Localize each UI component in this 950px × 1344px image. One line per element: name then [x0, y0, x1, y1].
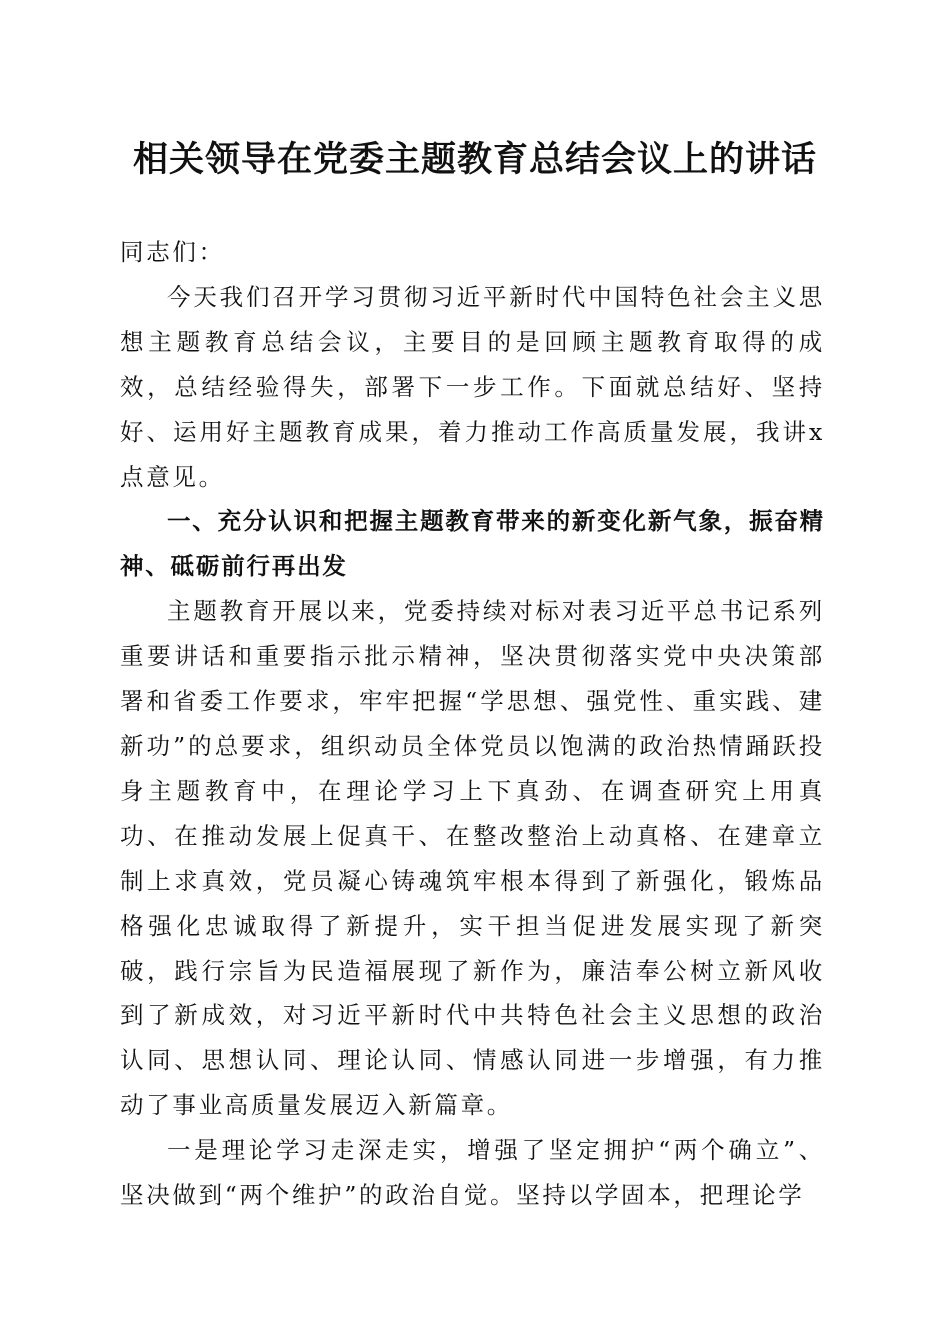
- document-title: 相关领导在党委主题教育总结会议上的讲话: [132, 139, 817, 180]
- paragraph-intro: 今天我们召开学习贯彻习近平新时代中国特色社会主义思想主题教育总结会议，主要目的是回顾主题教育取得的成效，总结经验得失，部署下一步工作。下面就总结好、坚持好、运用好主题教育成果，着力推动工作高质量发展，我讲x点意见。: [120, 282, 825, 491]
- paragraph-point-1: 一是理论学习走深走实，增强了坚定拥护“两个确立”、坚决做到“两个维护”的政治自觉。坚持以学固本，把理论学: [120, 1136, 825, 1210]
- section-heading-1: 一、充分认识和把握主题教育带来的新变化新气象，振奋精神、砥砺前行再出发: [120, 507, 825, 581]
- salutation: 同志们：: [120, 238, 225, 266]
- paragraph-section-1: 主题教育开展以来，党委持续对标对表习近平总书记系列重要讲话和重要指示批示精神，坚决贯彻落实党中央决策部署和省委工作要求，牢牢把握“学思想、强党性、重实践、建新功”的总要求，组织动员全体党员以饱满的政治热情踊跃投身主题教育中，在理论学习上下真劲、在调查研究上用真功、在推动发展上促真干、在整改整治上动真格、在建章立制上求真效，党员凝心铸魂筑牢根本得到了新强化，锻炼品格强化忠诚取得了新提升，实干担当促进发展实现了新突破，践行宗旨为民造福展现了新作为，廉洁奉公树立新风收到了新成效，对习近平新时代中共特色社会主义思想的政治认同、思想认同、理论认同、情感认同进一步增强，有力推动了事业高质量发展迈入新篇章。: [120, 597, 825, 1120]
- document-body: [120, 230, 825, 1218]
